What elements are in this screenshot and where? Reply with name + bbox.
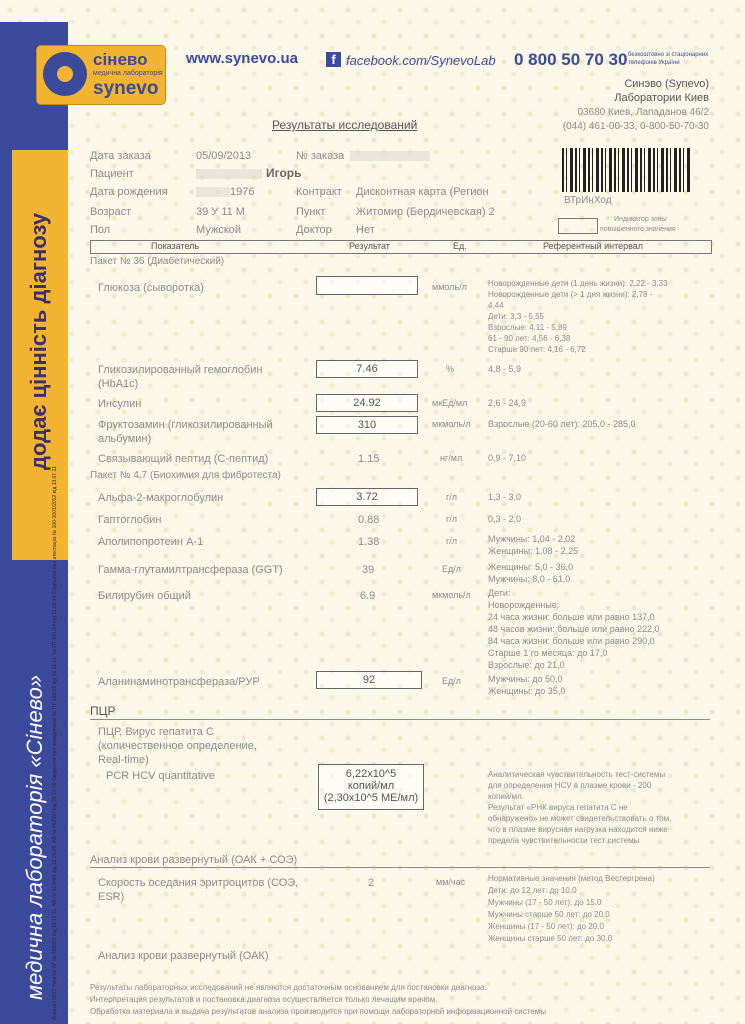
hba1c-result-box xyxy=(316,360,418,378)
ggt-name: Гамма-глутамилтрансфераза (GGT) xyxy=(98,564,283,576)
sex-value: Мужской xyxy=(196,224,241,236)
age-value: 39 У 11 М xyxy=(196,206,245,218)
redacted-birth-date xyxy=(196,187,230,197)
glucose-name: Глюкоза (сыворотка) xyxy=(98,282,204,294)
col-indicator: Показатель xyxy=(151,241,200,251)
legend-box xyxy=(558,218,598,234)
hotline-note-2: телефонів України xyxy=(628,60,680,66)
glucose-ref-1: Новорожденные дети (> 1 дня жизни): 2,78 - xyxy=(488,290,653,299)
insulin-value: 24.92 xyxy=(353,397,381,409)
patient-name: Игорь xyxy=(266,166,302,180)
footer-note-2: Интерпретация результатов и постановка диагноза осуществляется только лечащим врачом. xyxy=(90,995,438,1004)
side-licence-text: Ліцензія МОЗ України АГ № 599851 від 18.12.11, АВ № 612085 від 12.01.09, АВ № 452597 від 29.10.09 Свідоцтво про акредитацію № ПТ-198/12 від 06.11.12, № ПТ-091/14 від 11.03.14 Свідоцтво про атестацію № 100-1001/2012 від 13.07.11 xyxy=(52,466,58,1020)
hcv-ref-2: копий/мл. xyxy=(488,792,524,801)
hba1c-name-2: (HbA1c) xyxy=(98,378,139,390)
birth-date-label: Дата рождения xyxy=(90,186,168,198)
fructosamine-name: Фруктозамин (гликозилированный xyxy=(98,419,273,431)
esr-ref-5: Женщины старше 50 лет: до 30,0 xyxy=(488,934,613,943)
glucose-result-box xyxy=(316,276,418,295)
hcv-result-box xyxy=(318,764,424,810)
glucose-unit: ммоль/л xyxy=(432,282,467,292)
section-pcr: ПЦР xyxy=(90,704,116,718)
company-name: Синэво (Synevo) xyxy=(624,78,709,90)
order-date-value: 05/09/2013 xyxy=(196,150,252,162)
ggt-ref-1: Женщины: 5,0 - 36,0 xyxy=(488,562,574,572)
a2m-value: 3.72 xyxy=(356,491,378,503)
hba1c-unit: % xyxy=(446,364,455,374)
esr-value: 2 xyxy=(368,877,375,889)
bilirubin-ref-2: 24 часа жизни: больше или равно 137,0 xyxy=(488,612,655,622)
esr-name-1: Скорость оседания эритроцитов (СОЭ, xyxy=(98,877,299,889)
alt-ref-2: Женщины: до 35,0 xyxy=(488,686,566,696)
facebook-link: facebook.com/SynevoLab xyxy=(346,53,496,68)
a2m-unit: г/л xyxy=(446,492,458,502)
sex-label: Пол xyxy=(90,224,111,236)
doctor-value: Нет xyxy=(356,224,375,236)
logo-text-cyr: сінево xyxy=(93,50,148,69)
ggt-unit: Ед/л xyxy=(442,564,462,574)
esr-unit: мм/час xyxy=(436,877,466,887)
hcv-ref-5: что в плазме вирусная нагрузка находится ниже xyxy=(488,825,668,834)
barcode-text: ВТрИнХод xyxy=(564,195,612,206)
glucose-ref-4: Взрослые: 4,11 - 5,89 xyxy=(488,323,567,332)
order-date-label: Дата заказа xyxy=(90,150,151,162)
apoa1-unit: г/л xyxy=(446,536,458,546)
c-peptide-unit: нг/мл xyxy=(440,453,463,463)
insulin-result-box xyxy=(316,394,418,412)
bilirubin-ref-1: Новорожденные: xyxy=(488,600,560,610)
hcv-value-2: копий/мл xyxy=(347,780,395,792)
section-blood-2: Анализ крови развернутый (ОАК) xyxy=(98,950,269,962)
alt-value: 92 xyxy=(362,674,376,686)
ggt-ref-2: Мужчины: 8,0 - 61,0 xyxy=(488,574,571,584)
order-number-label: № заказа xyxy=(296,150,345,162)
logo-text-lat: synevo xyxy=(93,78,159,99)
flower-logo-icon xyxy=(43,52,87,96)
hotline-phone: 0 800 50 70 30 xyxy=(514,50,628,69)
esr-ref-1: Дети: до 12 лет: до 10,0 xyxy=(488,886,577,895)
fructosamine-ref: Взрослые (20-60 лет): 205,0 - 285,0 xyxy=(488,419,636,429)
company-address: 03680 Киев, Лападанов 46/2 xyxy=(577,107,709,118)
insulin-ref: 2,6 - 24,9 xyxy=(488,398,527,408)
bilirubin-name: Билирубин общий xyxy=(98,590,191,602)
haptoglobin-value: 0.88 xyxy=(358,514,380,526)
pcr-divider xyxy=(90,719,710,720)
esr-name-2: ESR) xyxy=(98,891,125,903)
fructosamine-name-2: альбумин) xyxy=(98,433,152,445)
alt-ref-1: Мужчины: до 50,0 xyxy=(488,674,563,684)
hcv-name-2: (количественное определение, xyxy=(98,740,257,752)
col-unit: Ед. xyxy=(453,241,467,251)
section-blood: Анализ крови развернутый (ОАК + СОЭ) xyxy=(90,854,298,866)
hcv-ref-1: для определения HCV в плазме крови - 200 xyxy=(488,781,652,790)
alt-result-box xyxy=(316,671,422,689)
redacted-order-number xyxy=(350,151,430,161)
side-slogan: додає цінність діагнозу xyxy=(26,212,51,470)
point-value: Житомир (Бердичевская) 2 xyxy=(356,206,495,218)
fructosamine-value: 310 xyxy=(357,419,377,431)
hcv-ref-4: обнаружено» не может свидетельствовать о том, xyxy=(488,814,672,823)
age-label: Возраст xyxy=(90,206,132,218)
section-diabetic: Пакет № 36 (Диабетический) xyxy=(90,256,225,267)
synevo-logo xyxy=(36,45,166,105)
legend-note-2: повышенного значения xyxy=(600,226,676,233)
esr-ref-4: Женщины (17 - 50 лет): до 20,0 xyxy=(488,922,604,931)
company-city: Лаборатории Киев xyxy=(614,92,709,104)
ggt-value: 39 xyxy=(362,564,375,576)
a2m-ref: 1,3 - 3,0 xyxy=(488,492,522,502)
bilirubin-ref-6: Взрослые: до 21,0 xyxy=(488,660,565,670)
logo-subtitle: медична лабораторія xyxy=(93,70,163,77)
contract-value: Дисконтная карта (Регион xyxy=(356,186,489,198)
glucose-ref-6: Старше 90 лет: 4,16 - 6,72 xyxy=(488,345,586,354)
birth-year: 1976 xyxy=(230,186,255,198)
glucose-ref-5: 61 - 90 лет: 4,56 - 6,38 xyxy=(488,334,571,343)
glucose-ref-3: Дети: 3,3 - 5,55 xyxy=(488,312,544,321)
hcv-name-3: Real-time) xyxy=(98,754,149,766)
side-lab-name: медична лабораторія «Сінево» xyxy=(22,674,47,1000)
hba1c-name: Гликозилированный гемоглобин xyxy=(98,364,263,376)
bilirubin-ref-0: Дети: xyxy=(488,588,511,598)
patient-label: Пациент xyxy=(90,168,134,180)
bilirubin-ref-3: 48 часов жизни: больше или равно 222,0 xyxy=(488,624,660,634)
col-result: Результат xyxy=(349,241,390,251)
haptoglobin-name: Гаптоглобин xyxy=(98,514,162,526)
barcode xyxy=(562,148,690,192)
point-label: Пункт xyxy=(296,206,326,218)
col-reference: Референтный интервал xyxy=(543,241,644,251)
insulin-unit: мкЕд/мл xyxy=(432,398,468,408)
a2m-result-box xyxy=(316,488,418,506)
hcv-value-1: 6,22x10^5 xyxy=(345,768,397,780)
apoa1-name: Аполипопротеин А-1 xyxy=(98,536,204,548)
redacted-surname xyxy=(196,169,262,179)
insulin-name: Инсулин xyxy=(98,398,142,410)
section-fibrotest: Пакет № 4.7 (Биохимия для фибротеста) xyxy=(90,470,281,481)
legend-note-1: Индикатор зоны xyxy=(614,216,667,223)
apoa1-ref-1: Мужчины: 1,04 - 2,02 xyxy=(488,534,576,544)
facebook-icon: f xyxy=(326,52,341,67)
bilirubin-ref-5: Старше 1 го месяца: до 17,0 xyxy=(488,648,608,658)
contract-label: Контракт xyxy=(296,186,342,198)
blood-divider xyxy=(90,867,710,868)
c-peptide-ref: 0,9 - 7,10 xyxy=(488,453,527,463)
glucose-ref-2: 4,44 xyxy=(488,301,504,310)
glucose-ref-0: Новорожденные дети (1 день жизни): 2,22 - 3,33 xyxy=(488,279,668,288)
hcv-ref-3: Результат «РНК вируса гепатита С не xyxy=(488,803,628,812)
hotline-note-1: безкоштовно зі стаціонарних xyxy=(628,52,709,58)
bilirubin-ref-4: 84 часа жизни: больше или равно 290,0 xyxy=(488,636,655,646)
apoa1-value: 1.38 xyxy=(358,536,380,548)
footer-note-3: Обработка материала и выдача результатов анализа производится при помощи лабораторной информационной системы xyxy=(90,1007,546,1016)
alt-name: Аланинаминотрансфераза/РУР xyxy=(98,676,260,688)
hba1c-ref: 4,8 - 5,9 xyxy=(488,364,522,374)
doctor-label: Доктор xyxy=(296,224,332,236)
esr-ref-0: Нормативные значения (метод Вестергрена) xyxy=(488,874,655,883)
footer-note-1: Результаты лабораторных исследований не являются достаточным основанием для постановки диагноза. xyxy=(90,983,487,992)
hcv-ref-0: Аналитическая чувствительность тест-системы xyxy=(488,770,666,779)
website-link: www.synevo.ua xyxy=(186,50,298,67)
a2m-name: Альфа-2-макроглобулин xyxy=(98,492,224,504)
hcv-ref-6: предела чувствительности тест системы xyxy=(488,836,640,845)
bilirubin-unit: мкмоль/л xyxy=(432,590,471,600)
hba1c-value: 7.46 xyxy=(356,363,378,375)
hcv-subtest: PCR HCV quantitative xyxy=(106,770,215,782)
esr-ref-2: Мужчины (17 - 50 лет): до 15,0 xyxy=(488,898,602,907)
results-table-header xyxy=(90,240,712,254)
haptoglobin-ref: 0,3 - 2,0 xyxy=(488,514,522,524)
c-peptide-value: 1.15 xyxy=(358,453,380,465)
hcv-value-3: (2,30x10^5 МЕ/мл) xyxy=(323,792,419,804)
fructosamine-result-box xyxy=(316,416,418,434)
alt-unit: Ед/л xyxy=(442,676,462,686)
document-title: Результаты исследований xyxy=(272,118,418,132)
apoa1-ref-2: Женщины: 1,08 - 2,25 xyxy=(488,546,579,556)
company-phones: (044) 461-00-33, 0-800-50-70-30 xyxy=(562,121,709,132)
haptoglobin-unit: г/л xyxy=(446,514,458,524)
esr-ref-3: Мужчины старше 50 лет: до 20,0 xyxy=(488,910,610,919)
hcv-name-1: ПЦР, Вирус гепатита С xyxy=(98,726,214,738)
fructosamine-unit: мкмоль/л xyxy=(432,419,471,429)
bilirubin-value: 6.9 xyxy=(360,590,376,602)
c-peptide-name: Связывающий пептид (С-пептид) xyxy=(98,453,269,465)
